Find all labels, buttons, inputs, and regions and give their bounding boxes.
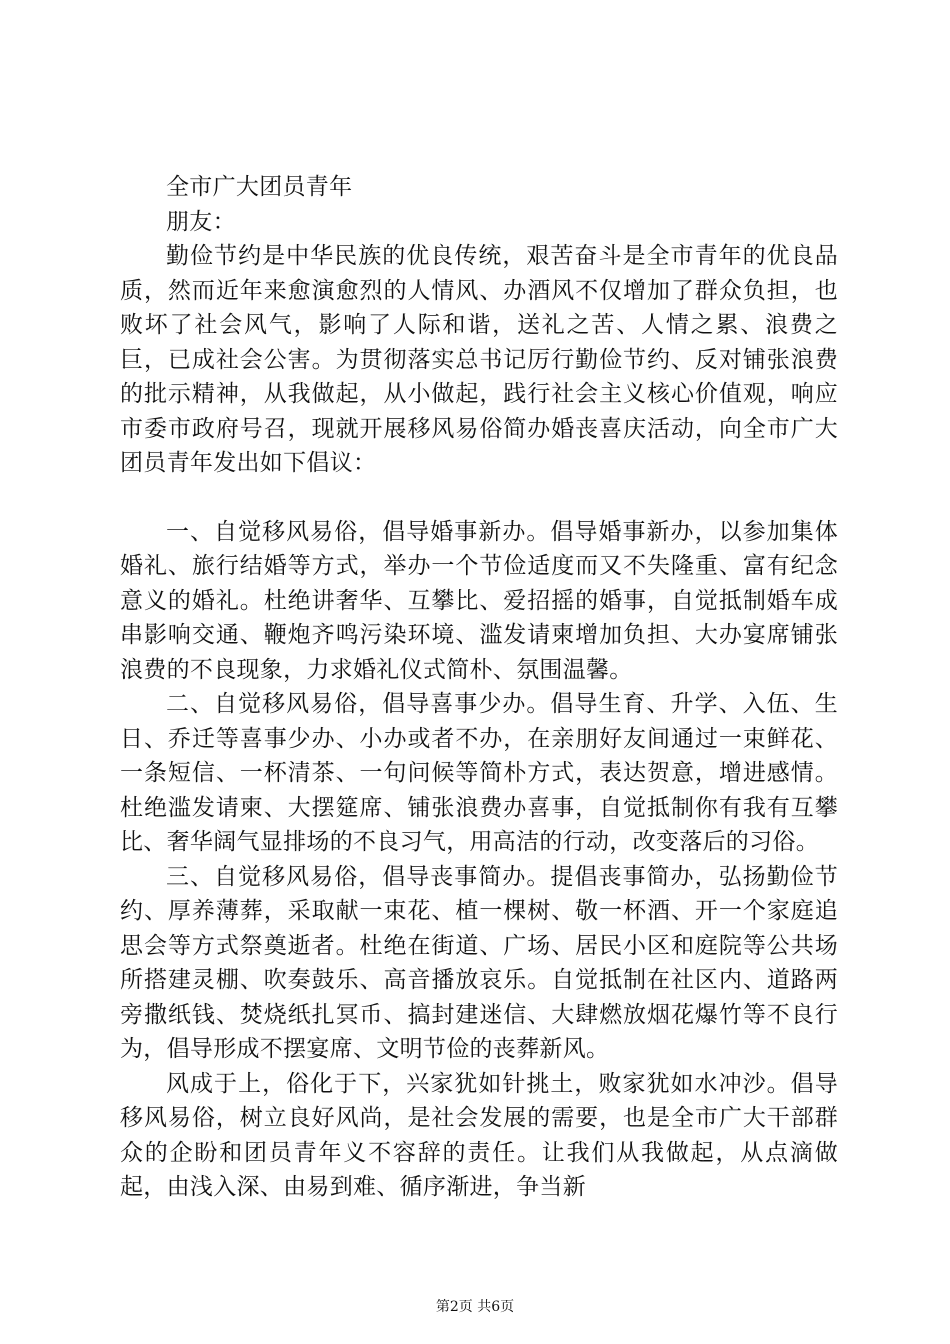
intro-paragraph: 勤俭节约是中华民族的优良传统，艰苦奋斗是全市青年的优良品质，然而近年来愈演愈烈的人情风、办酒风不仅增加了群众负担，也败坏了社会风气，影响了人际和谐，送礼之苦、人情之累、浪费之巨，已成社会公害。为贯彻落实总书记厉行勤俭节约、反对铺张浪费的批示精神，从我做起，从小做起，践行社会主义核心价值观，响应市委市政府号召，现就开展移风易俗简办婚丧喜庆活动，向全市广大团员青年发出如下倡议： [120,243,838,476]
proposal-item-3: 三、自觉移风易俗，倡导丧事简办。提倡丧事简办，弘扬勤俭节约、厚养薄葬，采取献一束花、植一棵树、敬一杯酒、开一个家庭追思会等方式祭奠逝者。杜绝在街道、广场、居民小区和庭院等公共场所搭建灵棚、吹奏鼓乐、高音播放哀乐。自觉抵制在社区内、道路两旁撒纸钱、焚烧纸扎冥币、搞封建迷信、大肆燃放烟花爆竹等不良行为，倡导形成不摆宴席、文明节俭的丧葬新风。 [120,863,838,1062]
closing-paragraph: 风成于上，俗化于下，兴家犹如针挑土，败家犹如水冲沙。倡导移风易俗，树立良好风尚，是社会发展的需要，也是全市广大干部群众的企盼和团员青年义不容辞的责任。让我们从我做起，从点滴做起，由浅入深、由易到难、循序渐进，争当新 [120,1070,838,1200]
paragraph-gap [120,481,838,515]
page-footer: 第2页 共6页 [435,1299,515,1315]
salutation-line-2: 朋友： [166,208,236,235]
document-body [120,170,838,1205]
proposal-item-2: 二、自觉移风易俗，倡导喜事少办。倡导生育、升学、入伍、生日、乔迁等喜事少办、小办或者不办，在亲朋好友间通过一束鲜花、一条短信、一杯清茶、一句问候等简朴方式，表达贺意，增进感情。杜绝滥发请柬、大摆筵席、铺张浪费办喜事，自觉抵制你有我有互攀比、奢华阔气显排场的不良习气，用高洁的行动，改变落后的习俗。 [120,691,838,855]
salutation-line-1: 全市广大团员青年 [166,174,353,200]
proposal-item-1: 一、自觉移风易俗，倡导婚事新办。倡导婚事新办，以参加集体婚礼、旅行结婚等方式，举办一个节俭适度而又不失隆重、富有纪念意义的婚礼。杜绝讲奢华、互攀比、爱招摇的婚事，自觉抵制婚车成串影响交通、鞭炮齐鸣污染环境、滥发请柬增加负担、大办宴席铺张浪费的不良现象，力求婚礼仪式简朴、氛围温馨。 [120,518,838,683]
